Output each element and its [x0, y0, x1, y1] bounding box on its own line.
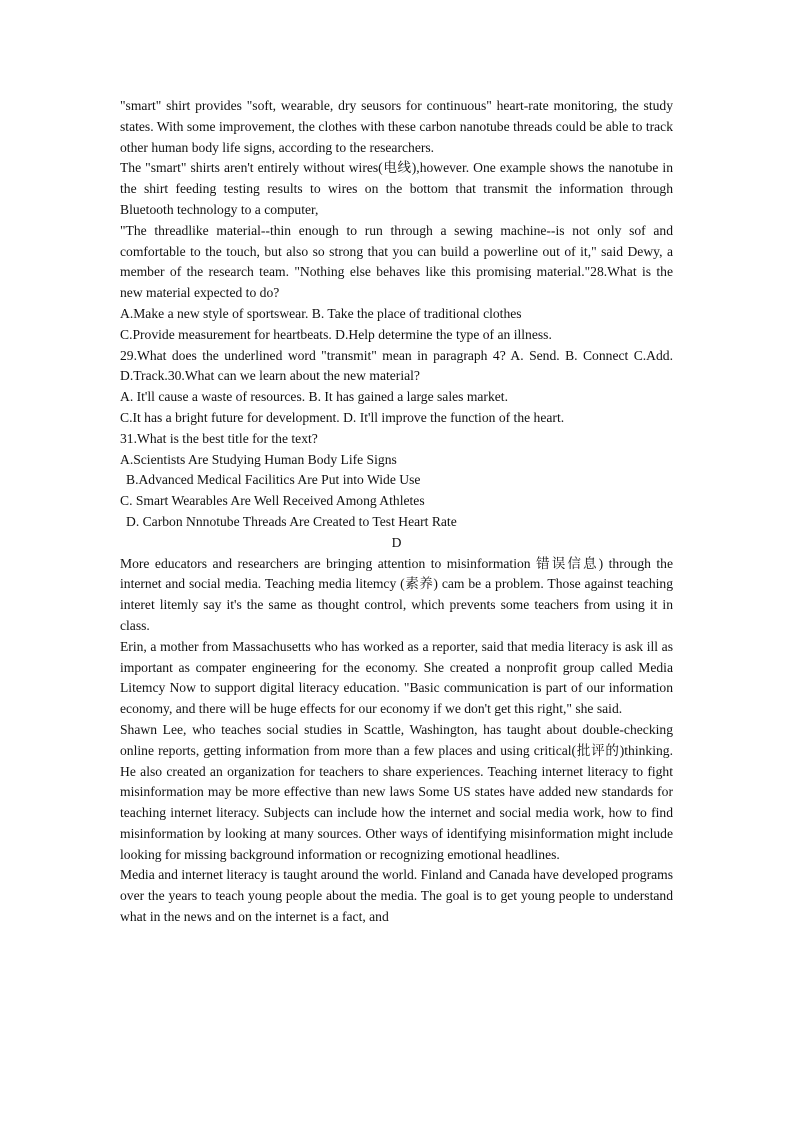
section-heading: D — [391, 534, 402, 550]
section-d-paragraph: Shawn Lee, who teaches social studies in Scattle, Washington, has taught about double-checking online reports, getting information from more than a few places and using critical(批评的)thinking. He also created an organization for teachers to share experiences. Teaching internet literacy to fight misinformation may be more effective than new laws Some US states have added new standards for teaching internet literacy. Subjects can include how the internet and social media work, how to find misinformation by looking at many sources. Other ways of identifying misinformation might include looking for missing background information or recognizing emotional headlines. — [120, 721, 673, 862]
q31-option-b: B.Advanced Medical Facilitics Are Put into Wide Use — [126, 472, 421, 488]
q31-option-c: C. Smart Wearables Are Well Received Among Athletes — [120, 493, 425, 509]
q28-options-line2: C.Provide measurement for heartbeats. D.Help determine the type of an illness. — [120, 326, 552, 342]
q28-options-line1: A.Make a new style of sportswear. B. Take the place of traditional clothes — [120, 305, 522, 321]
document-page — [120, 96, 673, 928]
q29-q30-stem: 29.What does the underlined word "transmit" mean in paragraph 4? A. Send. B. Connect C.Add. D.Track.30.What can we learn about the new material? — [120, 347, 673, 384]
passage-c-paragraph: The "smart" shirts aren't entirely without wires(电线),however. One example shows the nanotube in the shirt feeding testing results to wires on the bottom that transmit the information through Bluetooth technology to a computer, — [120, 160, 673, 217]
section-d-paragraph: Erin, a mother from Massachusetts who has worked as a reporter, said that media literacy is ask ill as important as compater engineering for the economy. She created a nonprofit group called Media Litemcy Now to support digital literacy education. "Basic communication is part of our information economy, and there will be huge effects for our economy if we don't get this right," she said. — [120, 638, 673, 717]
q30-options-line1: A. It'll cause a waste of resources. B. It has gained a large sales market. — [120, 389, 508, 405]
q31-option-d: D. Carbon Nnnotube Threads Are Created to Test Heart Rate — [126, 513, 457, 529]
passage-c-paragraph: "smart" shirt provides "soft, wearable, dry seusors for continuous" heart-rate monitoring, the study states. With some improvement, the clothes with these carbon nanotube threads could be able to track other human body life signs, according to the researchers. — [120, 98, 673, 155]
section-d-paragraph: More educators and researchers are bringing attention to misinformation 错误信息) through the internet and social media. Teaching media litemcy (素养) cam be a problem. Those against teaching interet litemly say it's the same as thought control, which prevents some teachers from using it in class. — [120, 555, 673, 633]
q30-options-line2: C.It has a bright future for development. D. It'll improve the function of the heart. — [120, 409, 565, 425]
q31-option-a: A.Scientists Are Studying Human Body Life Signs — [120, 451, 397, 467]
passage-c-paragraph: "The threadlike material--thin enough to run through a sewing machine--is not only sof and comfortable to the touch, but also so strong that you can build a powerline out of it," said Dewy, a member of the research team. "Nothing else behaves like this promising material."28.What is the new material expected to do? — [120, 222, 673, 301]
section-d-paragraph: Media and internet literacy is taught around the world. Finland and Canada have developed programs over the years to teach young people about the media. The goal is to get young people to understand what in the news and on the internet is a fact, and — [120, 867, 673, 925]
q31-stem: 31.What is the best title for the text? — [120, 430, 318, 446]
